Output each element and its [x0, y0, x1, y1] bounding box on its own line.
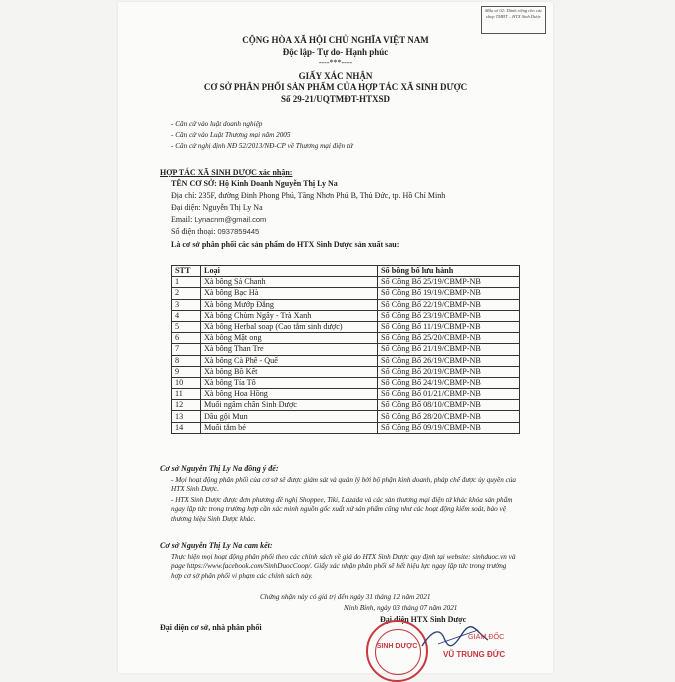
cell-registration: Số Công Bố 11/19/CBMP-NB [378, 321, 520, 332]
cell-product: Xà bông Sả Chanh [201, 277, 378, 288]
cell-registration: Số Công Bố 09/19/CBMP-NB [378, 422, 520, 433]
confirm-heading: HỢP TÁC XÃ SINH DƯỢC xác nhận: [160, 168, 293, 177]
cell-stt: 6 [172, 333, 201, 344]
table-row [172, 277, 520, 288]
product-table-body [172, 277, 520, 434]
cell-stt: 10 [172, 377, 201, 388]
place-date: Ninh Bình, ngày 03 tháng 07 năm 2021 [344, 604, 458, 612]
agree-heading: Cơ sở Nguyễn Thị Ly Na đồng ý để: [160, 464, 279, 473]
cell-registration: Số Công Bố 23/19/CBMP-NB [378, 310, 520, 321]
legal-basis-2: - Căn cứ vào Luật Thương mại năm 2005 [171, 131, 291, 139]
product-table [171, 265, 520, 434]
table-row [172, 310, 520, 321]
phone-label: Số điện thoại: [171, 227, 218, 236]
form-template-note: Mẫu số 02: Dành riêng cho các shop TMĐT – HTX Sinh Dược [481, 6, 546, 34]
table-row [172, 377, 520, 388]
facility-representative: Đại diện: Nguyễn Thị Ly Na [171, 203, 263, 212]
cell-product: Muối tắm bé [201, 422, 378, 433]
cell-registration: Số Công Bố 25/20/CBMP-NB [378, 333, 520, 344]
document-subtitle: CƠ SỞ PHÂN PHỐI SẢN PHẨM CỦA HỢP TÁC XÃ SINH DƯỢC [203, 82, 468, 92]
cell-registration: Số Công Bố 24/19/CBMP-NB [378, 377, 520, 388]
table-row [172, 411, 520, 422]
cell-stt: 13 [172, 411, 201, 422]
column-header-loai: Loại [201, 266, 378, 277]
cell-registration: Số Công Bố 08/10/CBMP-NB [378, 400, 520, 411]
cell-registration: Số Công Bố 19/19/CBMP-NB [378, 288, 520, 299]
cell-registration: Số Công Bố 26/19/CBMP-NB [378, 355, 520, 366]
cell-product: Xà bông Chùm Ngây - Trà Xanh [201, 310, 378, 321]
cell-registration: Số Công Bố 28/20/CBMP-NB [378, 411, 520, 422]
distributor-signature-label: Đại diện cơ sở, nhà phân phối [160, 623, 262, 632]
table-row [172, 400, 520, 411]
cell-stt: 12 [172, 400, 201, 411]
table-row [172, 422, 520, 433]
cell-registration: Số Công Bố 22/19/CBMP-NB [378, 299, 520, 310]
stamp-text: SINH DƯỢC [376, 643, 418, 650]
email-label: Email: [171, 215, 195, 224]
cell-stt: 11 [172, 389, 201, 400]
cell-registration: Số Công Bố 20/19/CBMP-NB [378, 366, 520, 377]
cell-stt: 4 [172, 310, 201, 321]
motto-divider: ----***---- [318, 58, 353, 67]
table-row [172, 299, 520, 310]
director-name: VŨ TRUNG ĐỨC [443, 650, 506, 659]
cell-stt: 1 [172, 277, 201, 288]
table-header-row [172, 266, 520, 277]
table-row [172, 321, 520, 332]
table-row [172, 344, 520, 355]
national-motto: Độc lập- Tự do- Hạnh phúc [282, 47, 389, 57]
cell-stt: 5 [172, 321, 201, 332]
facility-address: Địa chỉ: 235F, đường Đinh Phong Phú, Tăng Nhơn Phú B, Thủ Đức, tp. Hồ Chí Minh [171, 191, 446, 200]
column-header-stt: STT [172, 266, 201, 277]
commit-heading: Cơ sở Nguyễn Thị Ly Na cam kết: [160, 541, 273, 550]
cell-stt: 8 [172, 355, 201, 366]
cell-product: Xà bông Bồ Kết [201, 366, 378, 377]
table-row [172, 366, 520, 377]
cooperative-signature-label: Đại diện HTX Sinh Dược [380, 615, 467, 624]
cell-stt: 14 [172, 422, 201, 433]
facility-phone [171, 227, 259, 236]
table-row [172, 288, 520, 299]
cell-stt: 2 [172, 288, 201, 299]
cell-stt: 9 [172, 366, 201, 377]
legal-basis-3: - Căn cứ nghị định NĐ 52/2013/NĐ-CP về Thương mại điện tử [171, 142, 353, 150]
document-sheet [118, 2, 553, 673]
table-row [172, 355, 520, 366]
cell-product: Xà bông Hoa Hồng [201, 389, 378, 400]
table-row [172, 389, 520, 400]
validity-statement: Chứng nhận này có giá trị đến ngày 31 tháng 12 năm 2021 [260, 593, 431, 601]
cell-product: Muối ngâm chân Sinh Dược [201, 400, 378, 411]
cell-product: Xà bông Mật ong [201, 333, 378, 344]
cell-registration: Số Công Bố 21/19/CBMP-NB [378, 344, 520, 355]
facility-email [171, 215, 266, 224]
agree-paragraph-2: - HTX Sinh Dược được đơn phương đề nghị Shoppee, Tiki, Lazada và các sàn thương mại điện tử khác khóa sản phẩm ngay lập tức trong trường hợp cần xác minh nguồn gốc xuất xứ sản phẩm cũng như các hoạt động kiểm soát, bảo vệ thương hiệu Sinh Dược khác. [171, 496, 513, 523]
country-name: CỘNG HÒA XÃ HỘI CHỦ NGHĨA VIỆT NAM [242, 35, 429, 45]
cell-product: Dầu gội Mun [201, 411, 378, 422]
table-row [172, 333, 520, 344]
cell-product: Xà bông Than Tre [201, 344, 378, 355]
cell-product: Xà bông Tía Tô [201, 377, 378, 388]
phone-value: 0937859445 [217, 227, 260, 236]
column-header-registration: Số bông bố lưu hành [378, 266, 520, 277]
cell-product: Xà bông Bạc Hà [201, 288, 378, 299]
agree-paragraph-1: - Mọi hoạt động phân phối của cơ sở sẽ được giám sát và quản lý bởi bộ phận kinh doanh, pháp chế được ủy quyền của HTX Sinh Dược. [171, 476, 517, 494]
cell-product: Xà bông Mướp Đắng [201, 299, 378, 310]
cell-stt: 7 [172, 344, 201, 355]
cell-product: Xà bông Herbal soap (Cao tắm sinh dược) [201, 321, 378, 332]
distributor-statement: Là cơ sở phân phối các sản phẩm do HTX Sinh Dược sản xuất sau: [171, 240, 400, 249]
legal-basis-1: - Căn cứ vào luật doanh nghiệp [171, 120, 263, 128]
cell-registration: Số Công Bố 25/19/CBMP-NB [378, 277, 520, 288]
email-value: Lynacnm@gmail.com [194, 215, 267, 224]
document-title: GIẤY XÁC NHẬN [298, 71, 373, 81]
cell-product: Xà bông Cà Phê - Quế [201, 355, 378, 366]
cell-stt: 3 [172, 299, 201, 310]
cell-registration: Số Công Bố 01/21/CBMP-NB [378, 389, 520, 400]
director-title: GIÁM ĐỐC [468, 632, 505, 641]
stamp-inner-ring [375, 629, 421, 675]
facility-name: TÊN CƠ SỞ: Hộ Kinh Doanh Nguyễn Thị Ly Na [171, 179, 338, 188]
commit-paragraph: Thực hiện mọi hoạt động phân phối theo các chính sách về giá do HTX Sinh Dược quy định tại website: sinhduoc.vn và page https://www.facebook.com/SinhDuocCoop/. Giấy xác nhận phân phối sẽ hết hiệu lực ngay lập tức trong trường hợp cơ sở phân phối vi phạm các chính sách này. [171, 553, 516, 580]
document-number: Số 29-21/UQTMĐT-HTXSD [281, 94, 390, 104]
